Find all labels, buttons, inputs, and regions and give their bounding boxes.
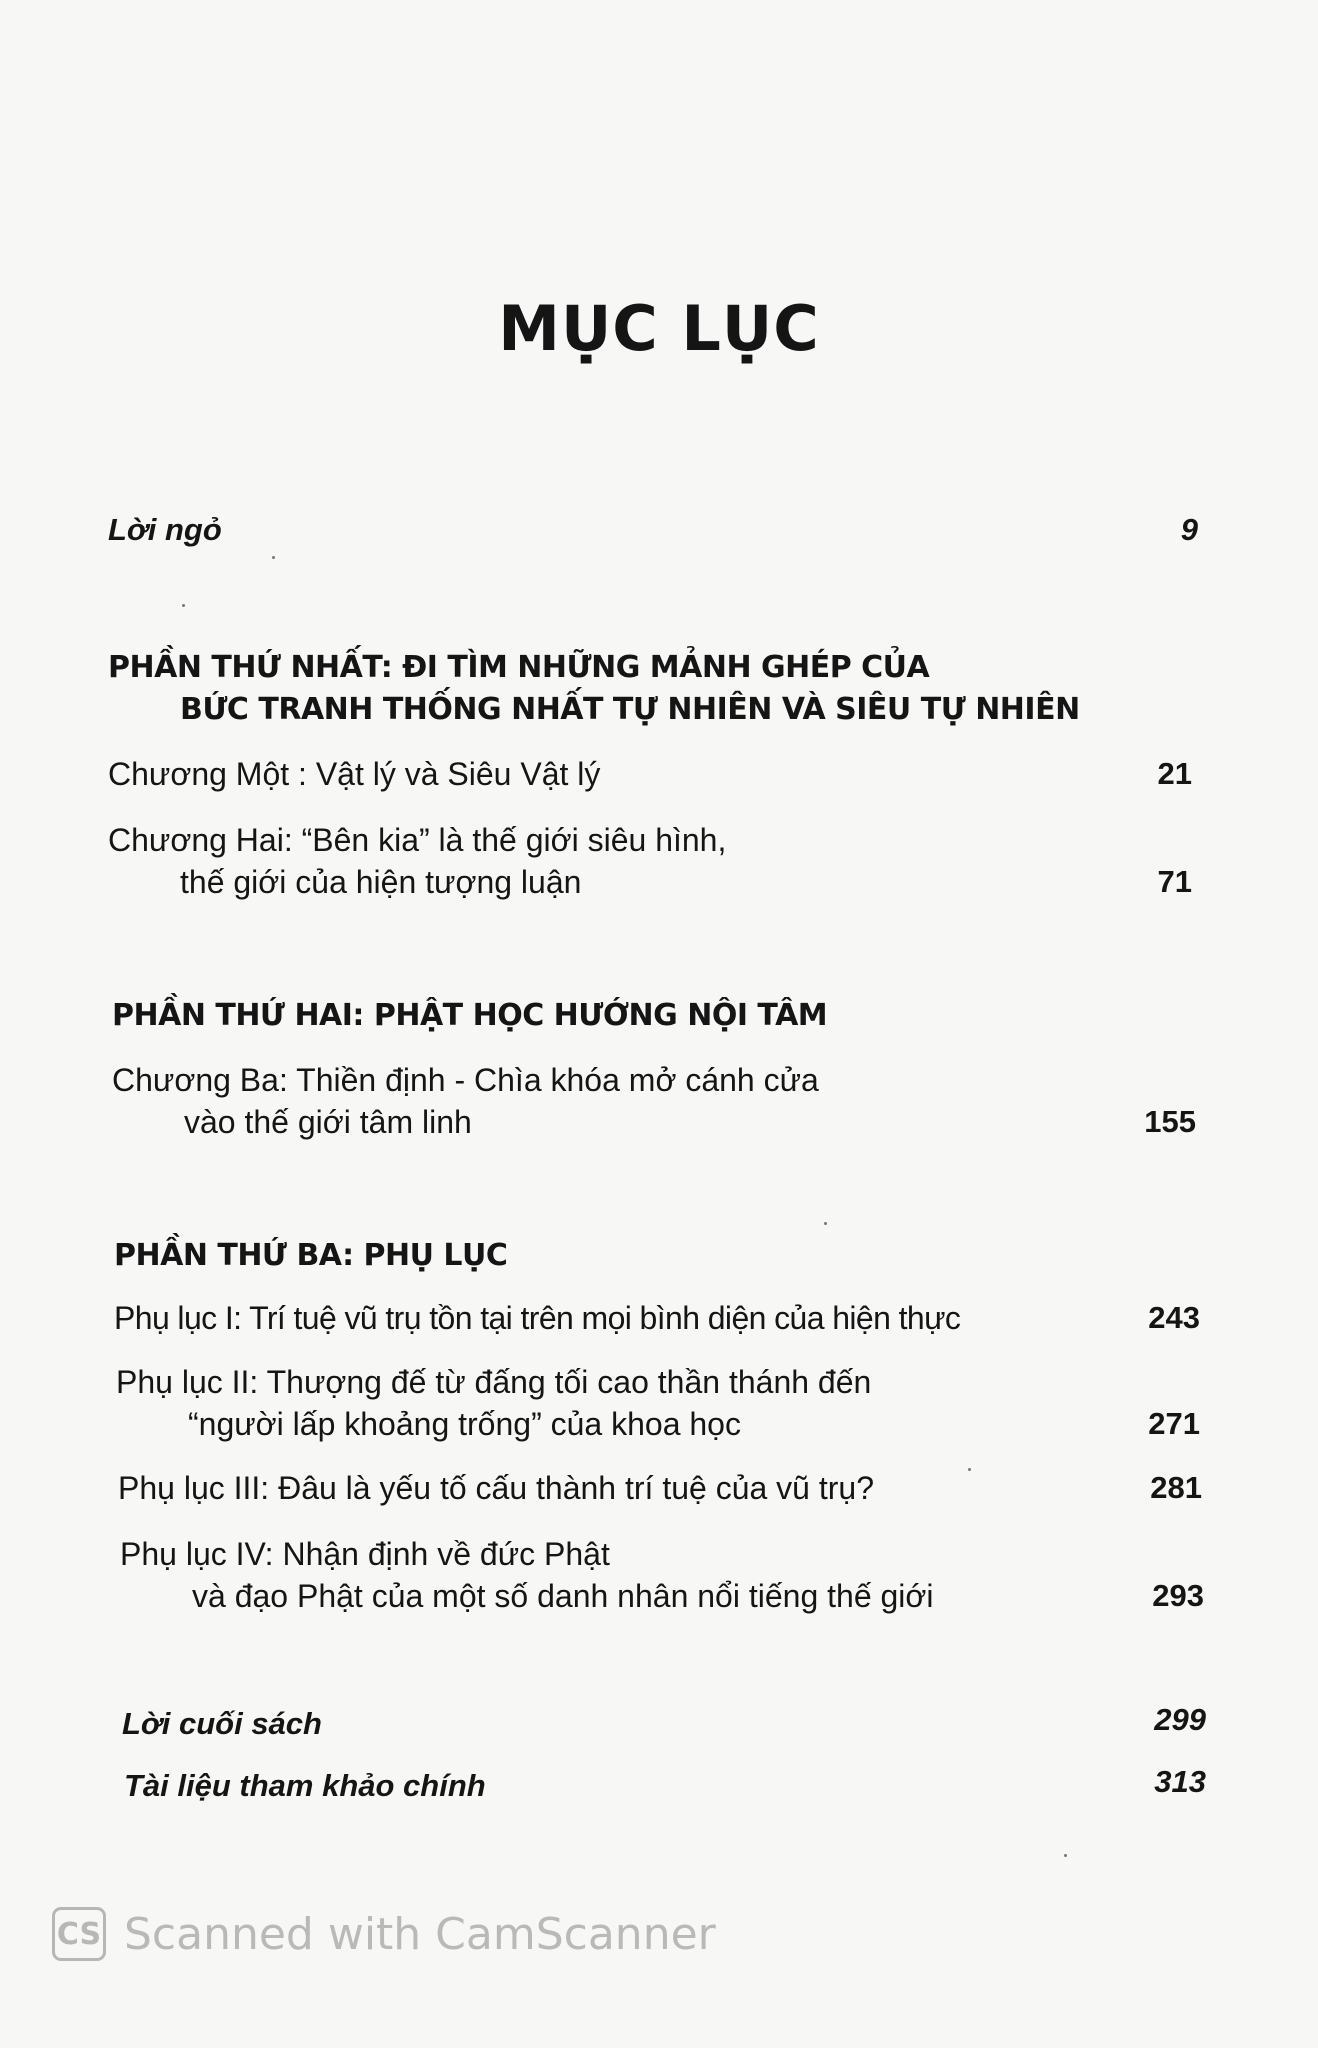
part1-chapter1-page: 21	[1157, 756, 1192, 791]
part3-appendix3-page: 281	[1150, 1470, 1202, 1505]
camscanner-watermark	[52, 1904, 716, 1964]
watermark-text: Scanned with CamScanner	[124, 1908, 716, 1960]
closing-afterword-page: 299	[1154, 1702, 1206, 1737]
part3-appendix1-line1: Phụ lục I: Trí tuệ vũ trụ tồn tại trên mọi bình diện của hiện thực	[114, 1300, 961, 1336]
part3-appendix2-page: 271	[1148, 1406, 1200, 1441]
part3-appendix2-line2: “người lấp khoảng trống” của khoa học	[188, 1406, 741, 1442]
part1-chapter1-line1: Chương Một : Vật lý và Siêu Vật lý	[108, 756, 601, 792]
scan-speck	[272, 556, 275, 559]
page-title: MỤC LỤC	[498, 292, 820, 365]
scan-speck	[968, 1468, 971, 1471]
intro-label: Lời ngỏ	[108, 512, 222, 547]
closing-references-label: Tài liệu tham khảo chính	[124, 1768, 486, 1803]
part3-appendix3-line1: Phụ lục III: Đâu là yếu tố cấu thành trí tuệ của vũ trụ?	[118, 1470, 874, 1506]
part2-heading: PHẦN THỨ HAI: PHẬT HỌC HƯỚNG NỘI TÂM	[112, 998, 828, 1033]
scan-speck	[182, 604, 185, 607]
part1-heading-line1: PHẦN THỨ NHẤT: ĐI TÌM NHỮNG MẢNH GHÉP CỦA	[108, 650, 930, 685]
part2-chapter1-line1: Chương Ba: Thiền định - Chìa khóa mở cánh cửa	[112, 1062, 819, 1098]
closing-references-page: 313	[1154, 1764, 1206, 1799]
intro-page: 9	[1180, 512, 1198, 547]
part3-heading: PHẦN THỨ BA: PHỤ LỤC	[114, 1238, 508, 1273]
part3-appendix1-page: 243	[1148, 1300, 1200, 1335]
part1-chapter2-line2: thế giới của hiện tượng luận	[180, 864, 582, 900]
part3-appendix4-page: 293	[1152, 1578, 1204, 1613]
part3-appendix4-line1: Phụ lục IV: Nhận định về đức Phật	[120, 1536, 610, 1572]
part2-chapter1-line2: vào thế giới tâm linh	[184, 1104, 472, 1140]
part3-appendix4-line2: và đạo Phật của một số danh nhân nổi tiếng thế giới	[192, 1578, 934, 1614]
camscanner-logo-icon: CS	[52, 1907, 106, 1961]
part1-chapter2-page: 71	[1157, 864, 1192, 899]
part1-heading-line2: BỨC TRANH THỐNG NHẤT TỰ NHIÊN VÀ SIÊU TỰ NHIÊN	[180, 692, 1080, 727]
part1-chapter2-line1: Chương Hai: “Bên kia” là thế giới siêu hình,	[108, 822, 727, 858]
scan-speck	[824, 1222, 827, 1225]
closing-afterword-label: Lời cuối sách	[122, 1706, 322, 1741]
part2-chapter1-page: 155	[1144, 1104, 1196, 1139]
part3-appendix2-line1: Phụ lục II: Thượng đế từ đấng tối cao thần thánh đến	[116, 1364, 872, 1400]
scan-speck	[1064, 1854, 1067, 1857]
